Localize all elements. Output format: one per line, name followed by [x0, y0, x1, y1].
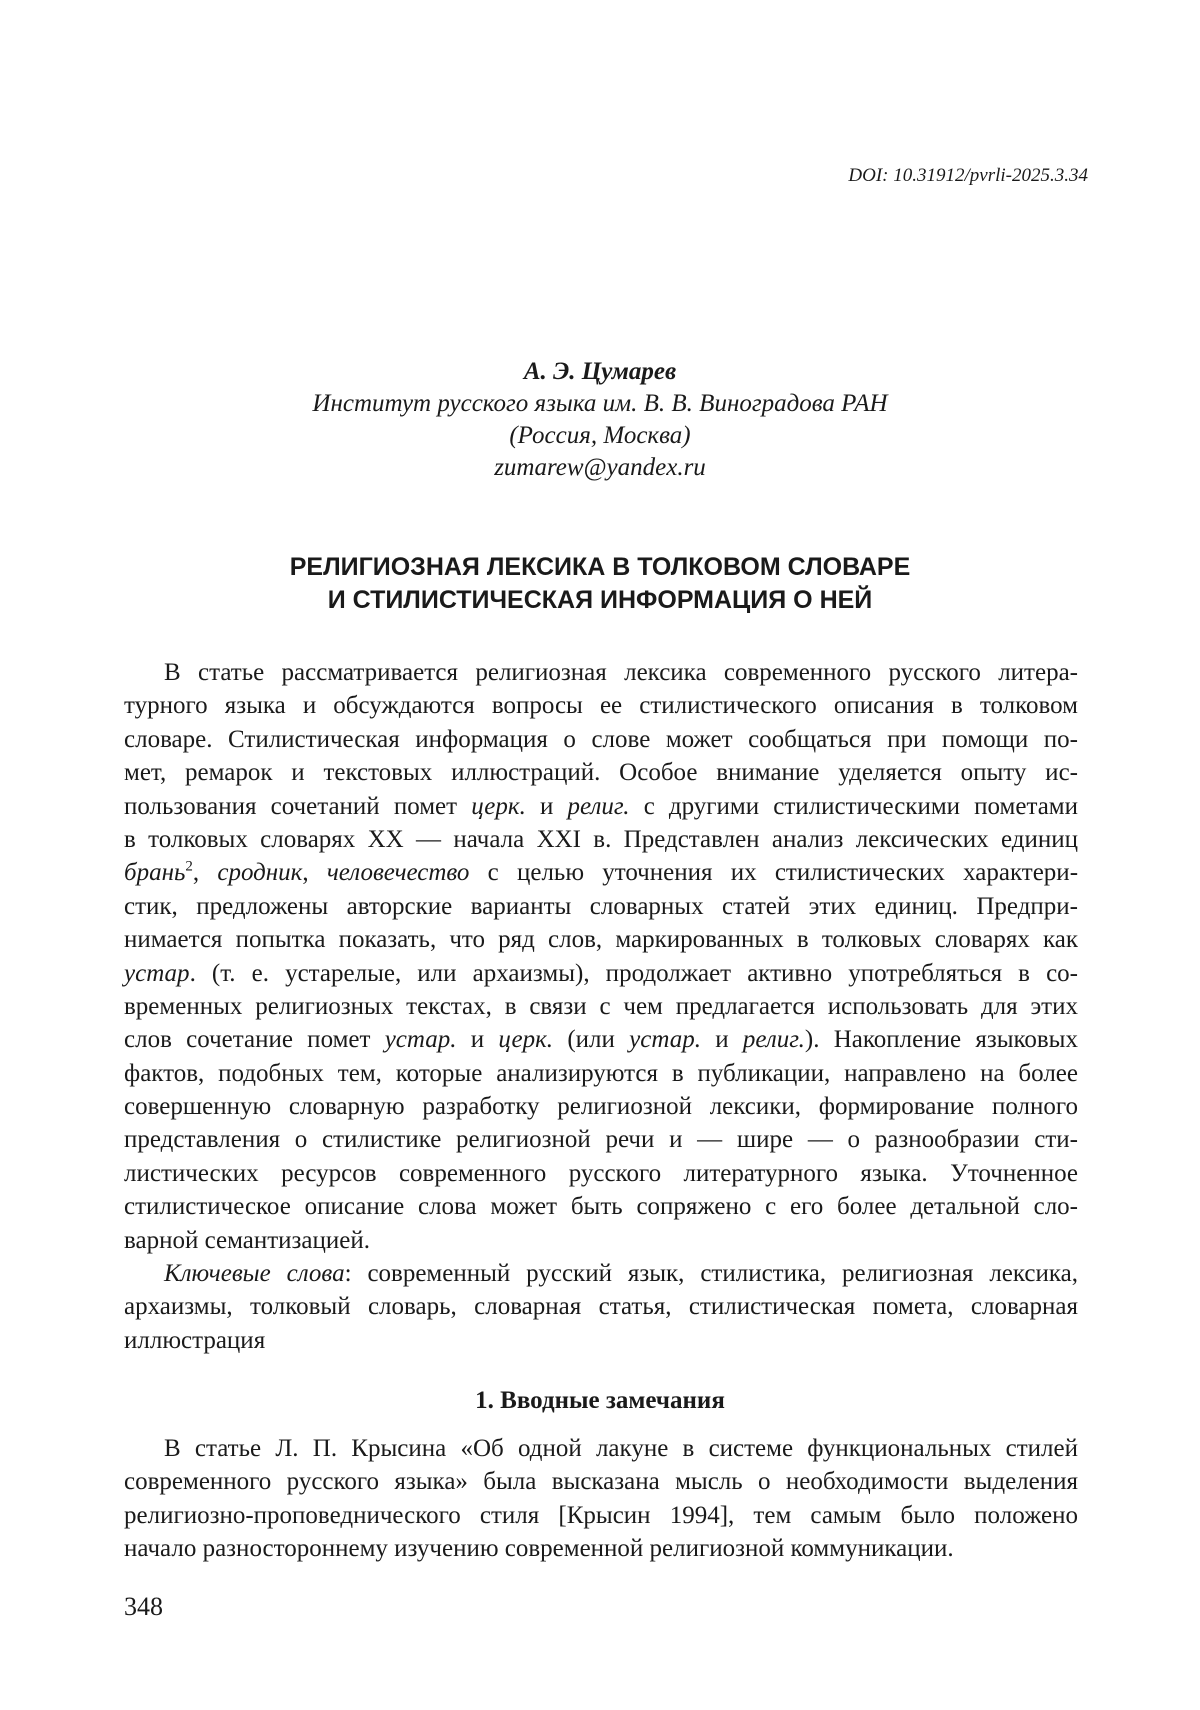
abstract-line: в толковых словарях XX — начала XXI в. Представлен анализ лексических единиц [124, 825, 1078, 853]
abstract-line: совершенную словарную разработку религиозной лексики, формирование полного [124, 1093, 1078, 1121]
text-run: , [302, 859, 327, 887]
abstract-line: словаре. Стилистическая информация о слове может сообщаться при помощи по- [124, 725, 1078, 753]
author-block [0, 356, 1200, 484]
text-run: и [525, 792, 568, 820]
abstract-line: фактов, подобных тем, которые анализируются в публикации, направлено на более [124, 1059, 1078, 1087]
article-title-line: РЕЛИГИОЗНАЯ ЛЕКСИКА В ТОЛКОВОМ СЛОВАРЕ [289, 553, 911, 581]
term-italic: церк. [471, 792, 526, 820]
keywords-label: Ключевые слова [164, 1260, 345, 1288]
intro-paragraph [124, 1432, 1078, 1566]
abstract-line: стилистическое описание слова может быть сопряжено с его более детальной сло- [124, 1193, 1078, 1221]
term-italic: церк. [498, 1026, 554, 1054]
text-run: и [456, 1026, 499, 1054]
text-run: с целью уточнения их стилистических характери- [469, 859, 1079, 887]
abstract-line: турного языка и обсуждаются вопросы ее стилистического описания в толковом [124, 692, 1078, 720]
author-email: zumarew@yandex.ru [494, 454, 706, 481]
doi-label: DOI: 10.31912/pvrli-2025.3.34 [848, 165, 1088, 186]
abstract-line: временных религиозных текстах, в связи с чем предлагается использовать для этих [124, 992, 1078, 1020]
term-italic: устар [124, 959, 190, 987]
author-affiliation: Институт русского языка им. В. В. Виноградова РАН [312, 390, 888, 417]
author-location: (Россия, Москва) [509, 422, 691, 449]
paragraph-line: религиозно-проповеднического стиля [Крысин 1994], тем самым было положено [124, 1501, 1078, 1529]
keywords-line: иллюстрация [124, 1326, 266, 1354]
paragraph-line: современного русского языка» была высказана мысль о необходимости выделения [124, 1468, 1078, 1496]
abstract-line [124, 790, 1078, 823]
term-italic: религ. [567, 792, 630, 820]
text-run: (или [553, 1026, 630, 1054]
abstract-line [124, 1023, 1078, 1056]
abstract-line: В статье рассматривается религиозная лексика современного русского литера- [164, 659, 1078, 686]
abstract-line: листических ресурсов современного русского литературного языка. Уточненное [124, 1159, 1078, 1187]
paragraph-line: В статье Л. П. Крысина «Об одной лакуне в системе функциональных стилей [164, 1435, 1078, 1462]
term-italic: сродник [217, 859, 303, 887]
abstract-line: нимается попытка показать, что ряд слов, маркированных в толковых словарях как [124, 926, 1078, 954]
page-number: 348 [124, 1592, 163, 1621]
abstract-line [124, 957, 1078, 990]
article-title [0, 551, 1200, 617]
abstract [124, 656, 1078, 1357]
section-heading: 1. Вводные замечания [475, 1387, 725, 1414]
keywords-line [124, 1257, 1078, 1290]
article-title-line: И СТИЛИСТИЧЕСКАЯ ИНФОРМАЦИЯ О НЕЙ [327, 586, 873, 614]
text-run: : современный русский язык, стилистика, религиозная лексика, [344, 1260, 1079, 1288]
text-run: , [192, 859, 218, 887]
term-italic: устар. [629, 1026, 701, 1054]
text-run: и [700, 1026, 743, 1054]
abstract-line: мет, ремарок и текстовых иллюстраций. Особое внимание уделяется опыту ис- [124, 759, 1078, 787]
abstract-line: представления о стилистике религиозной речи и — шире — о разнообразии сти- [124, 1126, 1078, 1154]
text-run: ). Накопление языковых [804, 1026, 1078, 1054]
text-run: слов сочетание помет [124, 1026, 385, 1054]
author-name: А. Э. Цумарев [523, 358, 677, 385]
abstract-line: варной семантизацией. [124, 1226, 370, 1254]
text-run: . (т. е. устарелые, или архаизмы), продолжает активно употребляться в со- [189, 959, 1078, 987]
term-italic: устар. [384, 1026, 457, 1054]
term-italic: брань [124, 859, 186, 887]
text-run: пользования сочетаний помет [124, 792, 472, 820]
abstract-line: стик, предложены авторские варианты словарных статей этих единиц. Предпри- [124, 892, 1078, 920]
abstract-line [124, 856, 1078, 889]
text-run: с другими стилистическими пометами [629, 792, 1078, 820]
term-italic: религ. [742, 1026, 805, 1054]
paragraph-line: начало разностороннему изучению современной религиозной коммуникации. [124, 1535, 954, 1563]
term-italic: человечество [326, 859, 470, 887]
superscript: 2 [185, 859, 193, 876]
keywords-line: архаизмы, толковый словарь, словарная статья, стилистическая помета, словарная [124, 1293, 1078, 1321]
